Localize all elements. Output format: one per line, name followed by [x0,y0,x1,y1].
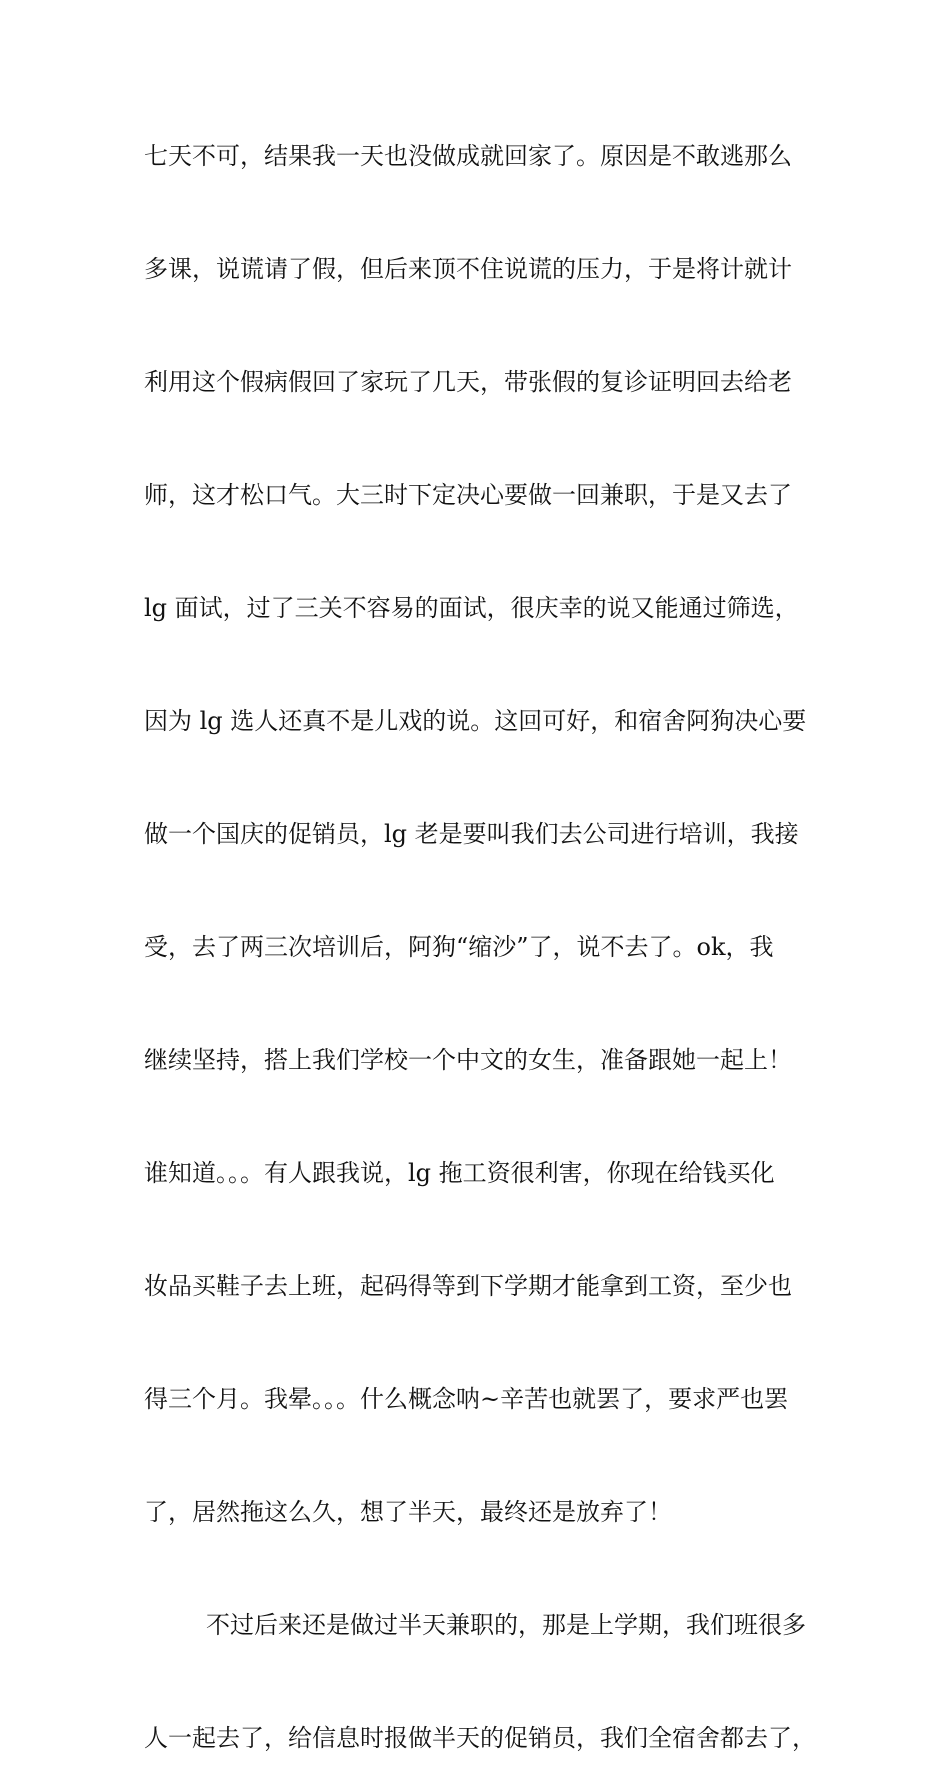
line-gap [144,1315,834,1371]
text-line: 因为 lg 选人还真不是儿戏的说。这回可好，和宿舍阿狗决心要 [144,707,807,735]
line-gap [144,1428,834,1484]
line-gap [144,1089,834,1145]
line-gap [144,185,834,241]
text-line: 人一起去了，给信息时报做半天的促销员，我们全宿舍都去了， [144,1724,816,1752]
body-text [144,128,834,1767]
text-line: 师，这才松口气。大三时下定决心要做一回兼职，于是又去了 [144,481,792,509]
line-gap [144,637,834,693]
text-line: 受，去了两三次培训后，阿狗“缩沙”了，说不去了。ok，我 [144,933,774,961]
line-gap [144,1202,834,1258]
text-line: 谁知道。。。有人跟我说，lg 拖工资很利害，你现在给钱买化 [144,1159,775,1187]
line-gap [144,1541,834,1597]
line-gap [144,298,834,354]
text-line: 得三个月。我晕。。。什么概念呐~辛苦也就罢了，要求严也罢 [144,1385,789,1413]
paragraph-start-line: 不过后来还是做过半天兼职的，那是上学期，我们班很多 [206,1611,806,1639]
line-gap [144,1654,834,1710]
text-line: 妆品买鞋子去上班，起码得等到下学期才能拿到工资，至少也 [144,1272,792,1300]
line-gap [144,976,834,1032]
text-line: 继续坚持，搭上我们学校一个中文的女生，准备跟她一起上！ [144,1046,792,1074]
line-gap [144,411,834,467]
text-line: 做一个国庆的促销员，lg 老是要叫我们去公司进行培训，我接 [144,820,799,848]
line-gap [144,750,834,806]
text-line: 了，居然拖这么久，想了半天，最终还是放弃了！ [144,1498,672,1526]
line-gap [144,863,834,919]
line-gap [144,524,834,580]
text-line: 七天不可，结果我一天也没做成就回家了。原因是不敢逃那么 [144,142,792,170]
text-line: 利用这个假病假回了家玩了几天，带张假的复诊证明回去给老 [144,368,792,396]
text-line: 多课，说谎请了假，但后来顶不住说谎的压力，于是将计就计 [144,255,792,283]
text-line: lg 面试，过了三关不容易的面试，很庆幸的说又能通过筛选， [144,594,799,622]
